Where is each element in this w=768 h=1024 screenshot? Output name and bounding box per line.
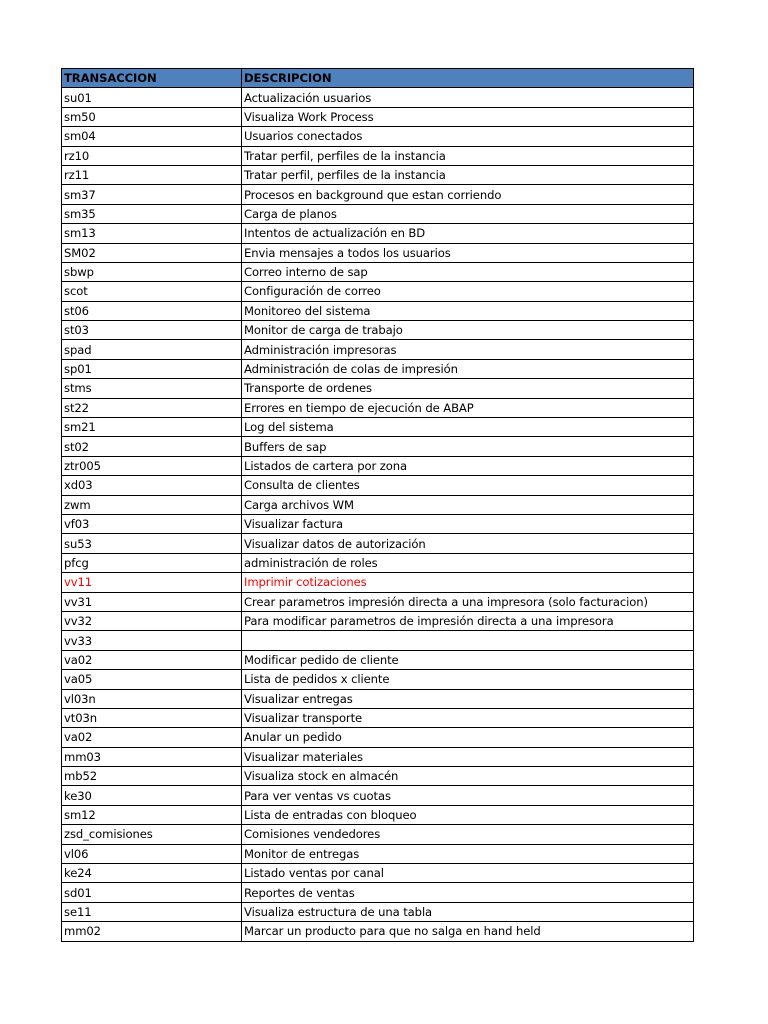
transaction-description-cell: Visualizar transporte — [242, 708, 694, 727]
transaction-description-cell: Administración de colas de impresión — [242, 359, 694, 378]
table-row — [62, 456, 694, 475]
transaction-code-cell: SM02 — [62, 243, 242, 262]
transaction-description-cell: Usuarios conectados — [242, 127, 694, 146]
header-row — [62, 69, 694, 88]
transaction-description-cell: Modificar pedido de cliente — [242, 650, 694, 669]
transaction-code-cell: st22 — [62, 398, 242, 417]
table-row — [62, 631, 694, 650]
transaction-description-cell: Visualizar materiales — [242, 747, 694, 766]
transaction-code-cell: mm02 — [62, 922, 242, 941]
transaction-description-cell: Monitor de entregas — [242, 844, 694, 863]
table-row — [62, 670, 694, 689]
transaction-code-cell: spad — [62, 340, 242, 359]
table-row — [62, 340, 694, 359]
transaction-code-cell: sm21 — [62, 418, 242, 437]
transaction-code-cell: vf03 — [62, 514, 242, 533]
transaction-description-cell: Tratar perfil, perfiles de la instancia — [242, 165, 694, 184]
header-descripcion: DESCRIPCION — [242, 69, 694, 88]
transaction-code-cell: ztr005 — [62, 456, 242, 475]
transaction-code-cell: vv33 — [62, 631, 242, 650]
table-row — [62, 534, 694, 553]
transaction-code-cell: va02 — [62, 650, 242, 669]
table-row — [62, 88, 694, 107]
transaction-description-cell: Para modificar parametros de impresión directa a una impresora — [242, 611, 694, 630]
transaction-description-cell: Listado ventas por canal — [242, 864, 694, 883]
transaction-code-cell: st02 — [62, 437, 242, 456]
transaction-description-cell: administración de roles — [242, 553, 694, 572]
table-row — [62, 243, 694, 262]
table-row — [62, 747, 694, 766]
table-row — [62, 689, 694, 708]
transaction-description-cell: Lista de entradas con bloqueo — [242, 805, 694, 824]
table-row — [62, 476, 694, 495]
transaction-description-cell: Envia mensajes a todos los usuarios — [242, 243, 694, 262]
table-header — [62, 69, 694, 88]
transaction-code-cell: sp01 — [62, 359, 242, 378]
table-row — [62, 805, 694, 824]
transaction-code-cell: sm04 — [62, 127, 242, 146]
table-row — [62, 786, 694, 805]
transaction-description-cell: Listados de cartera por zona — [242, 456, 694, 475]
transaction-code-cell: scot — [62, 282, 242, 301]
transaction-description-cell: Visualiza Work Process — [242, 107, 694, 126]
table-row — [62, 204, 694, 223]
transaction-code-cell: vv32 — [62, 611, 242, 630]
transaction-description-cell: Administración impresoras — [242, 340, 694, 359]
table-row — [62, 282, 694, 301]
table-row — [62, 359, 694, 378]
table-row — [62, 825, 694, 844]
transaction-description-cell: Imprimir cotizaciones — [242, 573, 694, 592]
transaction-code-cell: sm35 — [62, 204, 242, 223]
transaction-description-cell — [242, 631, 694, 650]
transaction-code-cell: vv11 — [62, 573, 242, 592]
transaction-description-cell: Correo interno de sap — [242, 262, 694, 281]
transaction-description-cell: Carga archivos WM — [242, 495, 694, 514]
table-row — [62, 107, 694, 126]
table-row — [62, 611, 694, 630]
transaction-description-cell: Intentos de actualización en BD — [242, 224, 694, 243]
transaction-code-cell: vl06 — [62, 844, 242, 863]
transaction-code-cell: sm50 — [62, 107, 242, 126]
table-row — [62, 165, 694, 184]
transaction-code-cell: su01 — [62, 88, 242, 107]
transaction-code-cell: mm03 — [62, 747, 242, 766]
transaction-code-cell: zsd_comisiones — [62, 825, 242, 844]
transaction-table — [61, 68, 694, 942]
transaction-description-cell: Carga de planos — [242, 204, 694, 223]
transaction-description-cell: Transporte de ordenes — [242, 379, 694, 398]
transaction-description-cell: Procesos en background que estan corriendo — [242, 185, 694, 204]
transaction-code-cell: st03 — [62, 321, 242, 340]
table-body — [62, 88, 694, 941]
transaction-code-cell: su53 — [62, 534, 242, 553]
transaction-description-cell: Tratar perfil, perfiles de la instancia — [242, 146, 694, 165]
transaction-code-cell: se11 — [62, 902, 242, 921]
table-row — [62, 224, 694, 243]
transaction-description-cell: Reportes de ventas — [242, 883, 694, 902]
table-row — [62, 398, 694, 417]
table-row — [62, 146, 694, 165]
transaction-code-cell: va02 — [62, 728, 242, 747]
table-row — [62, 767, 694, 786]
table-row — [62, 592, 694, 611]
transaction-code-cell: sd01 — [62, 883, 242, 902]
transaction-description-cell: Configuración de correo — [242, 282, 694, 301]
transaction-code-cell: mb52 — [62, 767, 242, 786]
table-row — [62, 844, 694, 863]
table-row — [62, 495, 694, 514]
transaction-code-cell: stms — [62, 379, 242, 398]
transaction-code-cell: sm37 — [62, 185, 242, 204]
table-row — [62, 864, 694, 883]
transaction-description-cell: Consulta de clientes — [242, 476, 694, 495]
transaction-sheet — [61, 68, 693, 942]
transaction-description-cell: Visualiza estructura de una tabla — [242, 902, 694, 921]
transaction-code-cell: rz11 — [62, 165, 242, 184]
transaction-code-cell: ke24 — [62, 864, 242, 883]
transaction-code-cell: va05 — [62, 670, 242, 689]
transaction-code-cell: st06 — [62, 301, 242, 320]
transaction-description-cell: Lista de pedidos x cliente — [242, 670, 694, 689]
transaction-code-cell: vv31 — [62, 592, 242, 611]
transaction-description-cell: Errores en tiempo de ejecución de ABAP — [242, 398, 694, 417]
table-row — [62, 418, 694, 437]
transaction-code-cell: vt03n — [62, 708, 242, 727]
table-row — [62, 883, 694, 902]
transaction-description-cell: Visualizar datos de autorización — [242, 534, 694, 553]
table-row — [62, 379, 694, 398]
table-row — [62, 708, 694, 727]
transaction-code-cell: sm12 — [62, 805, 242, 824]
transaction-description-cell: Actualización usuarios — [242, 88, 694, 107]
table-row — [62, 262, 694, 281]
table-row — [62, 127, 694, 146]
table-row — [62, 553, 694, 572]
table-row — [62, 728, 694, 747]
transaction-description-cell: Para ver ventas vs cuotas — [242, 786, 694, 805]
transaction-description-cell: Monitoreo del sistema — [242, 301, 694, 320]
transaction-code-cell: vl03n — [62, 689, 242, 708]
transaction-description-cell: Monitor de carga de trabajo — [242, 321, 694, 340]
transaction-description-cell: Marcar un producto para que no salga en hand held — [242, 922, 694, 941]
transaction-description-cell: Anular un pedido — [242, 728, 694, 747]
transaction-description-cell: Crear parametros impresión directa a una impresora (solo facturacion) — [242, 592, 694, 611]
table-row — [62, 650, 694, 669]
transaction-code-cell: pfcg — [62, 553, 242, 572]
transaction-description-cell: Visualizar factura — [242, 514, 694, 533]
table-row — [62, 437, 694, 456]
header-transaccion: TRANSACCION — [62, 69, 242, 88]
table-row — [62, 573, 694, 592]
transaction-description-cell: Visualiza stock en almacén — [242, 767, 694, 786]
transaction-code-cell: sbwp — [62, 262, 242, 281]
transaction-code-cell: rz10 — [62, 146, 242, 165]
transaction-code-cell: sm13 — [62, 224, 242, 243]
table-row — [62, 301, 694, 320]
transaction-description-cell: Buffers de sap — [242, 437, 694, 456]
table-row — [62, 514, 694, 533]
transaction-code-cell: xd03 — [62, 476, 242, 495]
table-row — [62, 902, 694, 921]
table-row — [62, 185, 694, 204]
table-row — [62, 922, 694, 941]
transaction-code-cell: ke30 — [62, 786, 242, 805]
transaction-description-cell: Visualizar entregas — [242, 689, 694, 708]
transaction-description-cell: Log del sistema — [242, 418, 694, 437]
transaction-description-cell: Comisiones vendedores — [242, 825, 694, 844]
transaction-code-cell: zwm — [62, 495, 242, 514]
table-row — [62, 321, 694, 340]
